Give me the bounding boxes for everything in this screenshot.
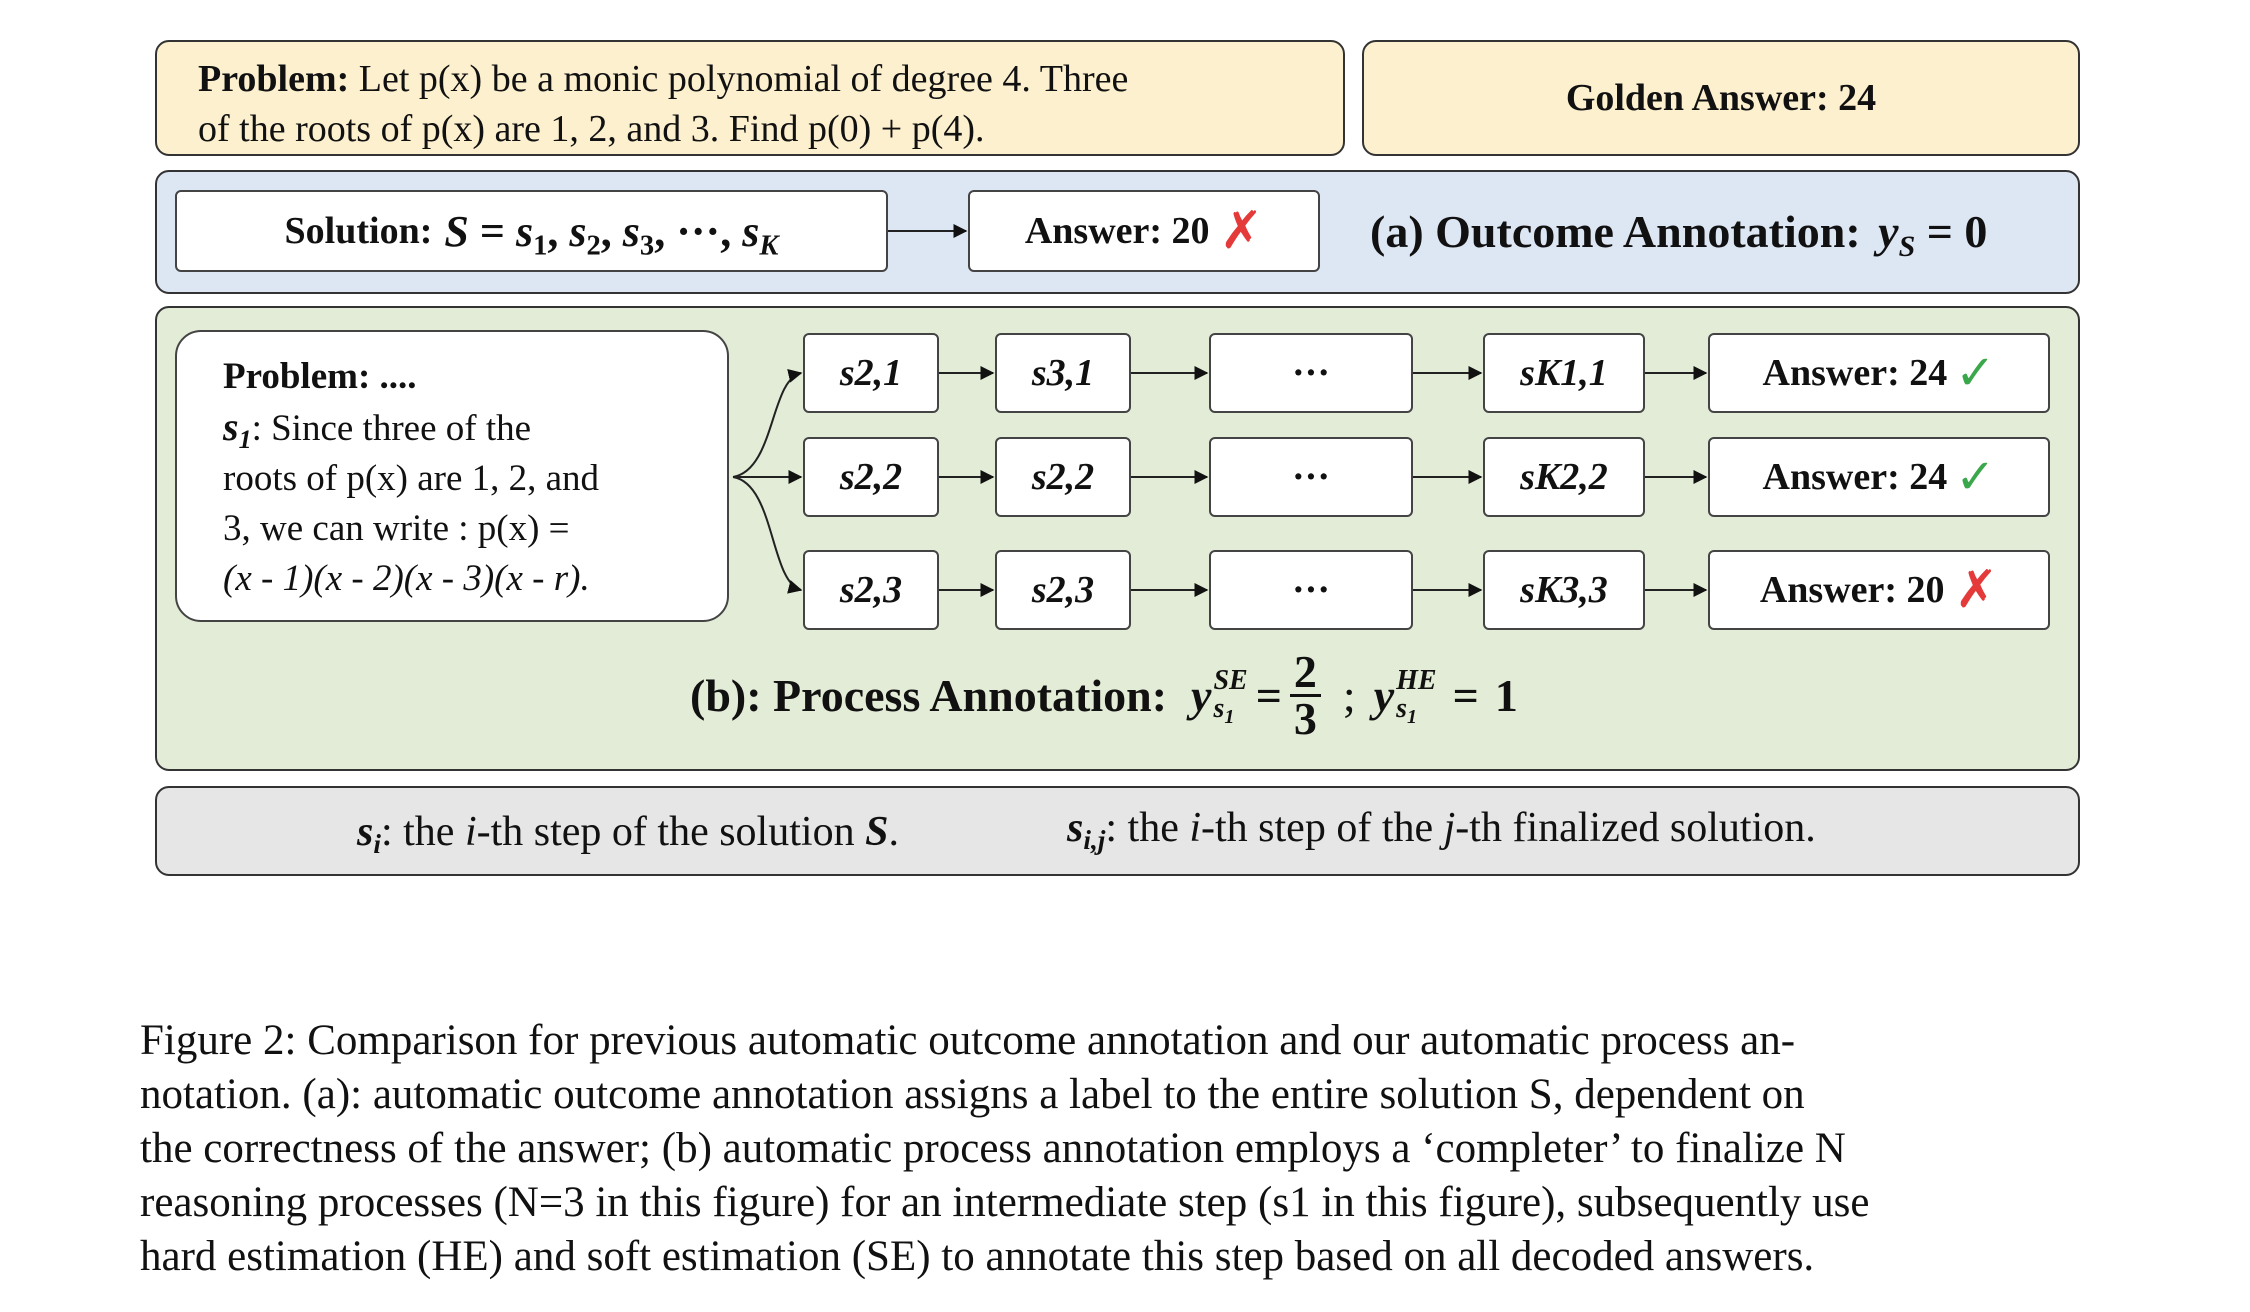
soft-estimation-formula: y SE $s_1$ = $\frac{2}{3}$ — [1191, 650, 1321, 741]
rollout-3-final-step: sK3,3 — [1483, 550, 1645, 630]
figure-caption — [140, 1014, 2140, 1284]
rollout-2-answer: Answer: 24 ✓ — [1708, 437, 2050, 517]
rollout-1-step-3: s3,1 — [995, 333, 1131, 413]
rollout-3-step-3: s2,3 — [995, 550, 1131, 630]
context-line-1: $s_1$: Since three of the — [223, 404, 532, 454]
rollout-2-ellipsis: ··· — [1209, 437, 1413, 517]
context-problem-label: Problem: .... — [223, 356, 417, 397]
legend-step-definition: $s_i$: the i-th step of the solution S. — [357, 809, 899, 860]
rollout-1-step-2: s2,1 — [803, 333, 939, 413]
cross-icon: ✗ — [1954, 560, 1999, 620]
rollout-3-step-2: s2,3 — [803, 550, 939, 630]
solution-formula: $S = s_1$, $s_2$, $s_3$, ···, $s_K$ — [444, 206, 779, 262]
rollout-2-step-2: s2,2 — [803, 437, 939, 517]
rollout-1-final-step: sK1,1 — [1483, 333, 1645, 413]
rollout-1-ellipsis: ··· — [1209, 333, 1413, 413]
process-annotation-label: (b): Process Annotation: y SE $s_1$ = $\frac{2}{3}$ ; y HE $s_1$ = 1 — [690, 645, 1518, 744]
rollout-3-ellipsis: ··· — [1209, 550, 1413, 630]
cross-icon: ✗ — [1219, 201, 1264, 261]
context-line-3: 3, we can write : p(x) = — [223, 508, 570, 549]
rollout-2-final-step: sK2,2 — [1483, 437, 1645, 517]
check-icon: ✓ — [1955, 345, 1996, 401]
problem-line-2: of the roots of p(x) are 1, 2, and 3. Find p(0) + p(4). — [198, 108, 985, 150]
legend-box — [155, 786, 2080, 876]
check-icon: ✓ — [1955, 449, 1996, 505]
problem-line-1: Problem: Let p(x) be a monic polynomial of degree 4. Three — [198, 58, 1129, 100]
outcome-annotation-label: (a) Outcome Annotation: $y_S = 0$ — [1370, 206, 1988, 263]
legend-finalized-step-definition: $s_{i,j}$: the i-th step of the j-th finalized solution. — [1067, 805, 1816, 856]
golden-answer: Golden Answer: 24 — [1565, 77, 1877, 119]
hard-estimation-formula: y HE $s_1$ = 1 — [1373, 665, 1518, 728]
caption-line-3: the correctness of the answer; (b) automatic process annotation employs a ‘completer’ to finalize N — [140, 1125, 1846, 1172]
branch-arrow-3 — [733, 477, 801, 590]
rollout-1-answer: Answer: 24 ✓ — [1708, 333, 2050, 413]
formula-separator: ; — [1342, 669, 1356, 721]
caption-line-2: notation. (a): automatic outcome annotation assigns a label to the entire solution S, dependent on — [140, 1071, 1805, 1118]
caption-line-4: reasoning processes (N=3 in this figure) for an intermediate step (s1 in this figure), subsequently use — [140, 1179, 1870, 1226]
solution-label: Solution: — [284, 210, 433, 252]
outcome-annotation-formula: $y_S = 0$ — [1878, 206, 1988, 263]
caption-line-1: Figure 2: Comparison for previous automatic outcome annotation and our automatic process an- — [140, 1017, 1796, 1064]
rollout-3-answer: Answer: 20 ✗ — [1708, 550, 2050, 630]
context-line-2: roots of p(x) are 1, 2, and — [223, 458, 600, 499]
caption-line-5: hard estimation (HE) and soft estimation (SE) to annotate this step based on all decoded answers. — [140, 1233, 1815, 1280]
context-line-4: (x - 1)(x - 2)(x - 3)(x - r). — [223, 558, 590, 599]
outcome-answer: Answer: 20 — [1024, 210, 1210, 252]
rollout-2-step-3: s2,2 — [995, 437, 1131, 517]
branch-arrow-1 — [733, 373, 801, 477]
